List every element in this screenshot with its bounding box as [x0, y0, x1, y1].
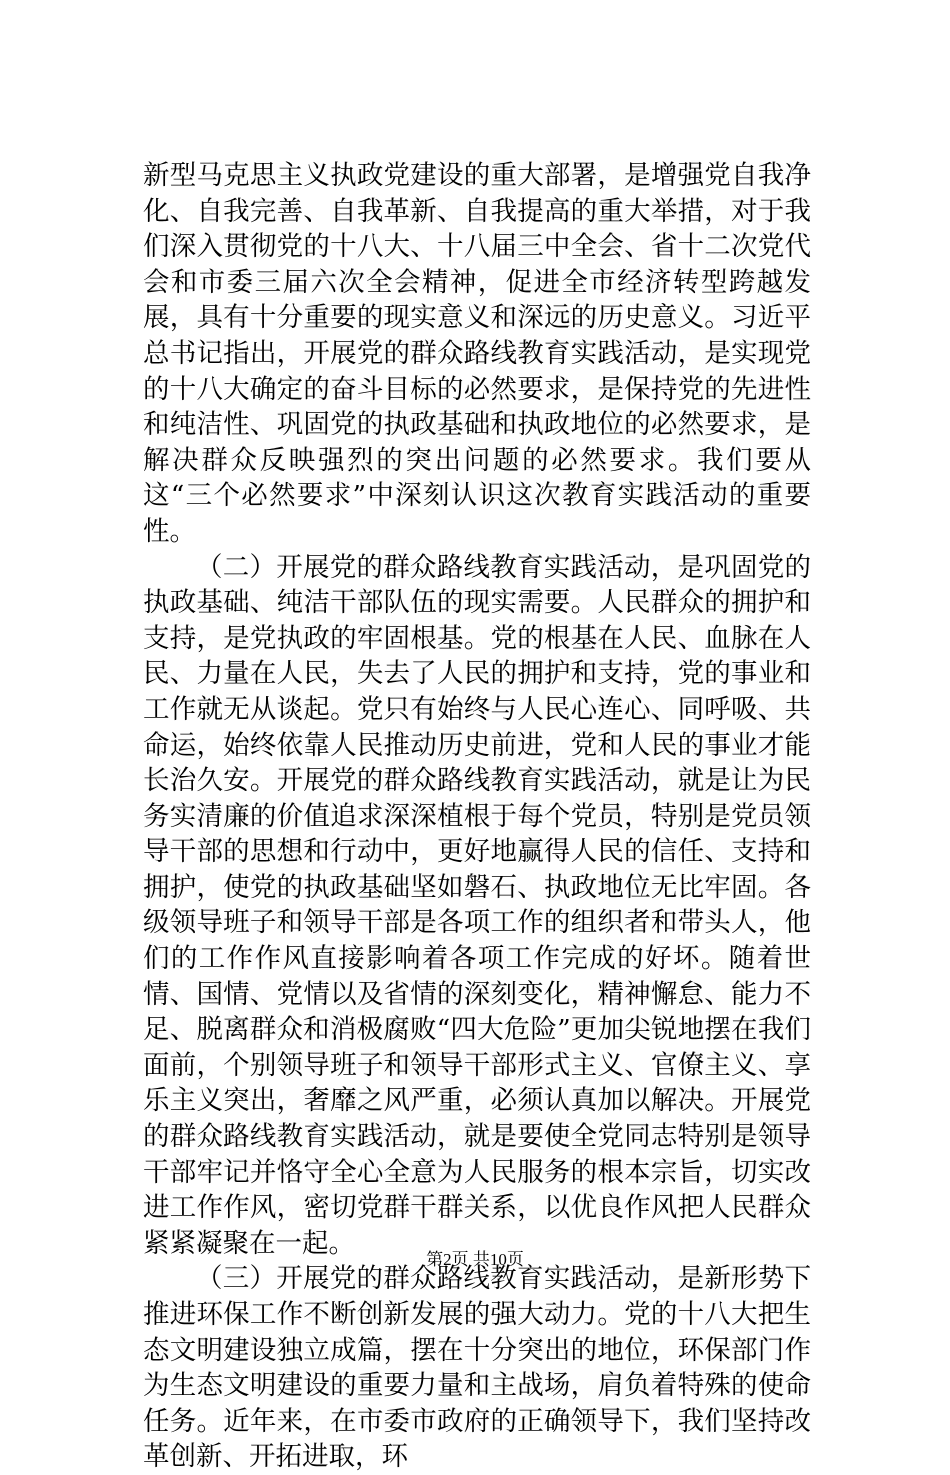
paragraph-section-3: （三）开展党的群众路线教育实践活动，是新形势下推进环保工作不断创新发展的强大动力。党的十八大把生态文明建设独立成篇，摆在十分突出的地位，环保部门作为生态文明建设的重要力量和主战场，肩负着特殊的使命任务。近年来，在市委市政府的正确领导下，我们坚持改革创新、开拓进取，环 — [143, 1263, 811, 1473]
paragraph-continued: 新型马克思主义执政党建设的重大部署，是增强党自我净化、自我完善、自我革新、自我提高的重大举措，对于我们深入贯彻党的十八大、十八届三中全会、省十二次党代会和市委三届六次全会精神，促进全市经济转型跨越发展，具有十分重要的现实意义和深远的历史意义。习近平总书记指出，开展党的群众路线教育实践活动，是实现党的十八大确定的奋斗目标的必然要求，是保持党的先进性和纯洁性、巩固党的执政基础和执政地位的必然要求，是解决群众反映强烈的突出问题的必然要求。我们要从这“三个必然要求”中深刻认识这次教育实践活动的重要性。 — [143, 160, 811, 547]
paragraph-section-2: （二）开展党的群众路线教育实践活动，是巩固党的执政基础、纯洁干部队伍的现实需要。人民群众的拥护和支持，是党执政的牢固根基。党的根基在人民、血脉在人民、力量在人民，失去了人民的拥护和支持，党的事业和工作就无从谈起。党只有始终与人民心连心、同呼吸、共命运，始终依靠人民推动历史前进，党和人民的事业才能长治久安。开展党的群众路线教育实践活动，就是让为民务实清廉的价值追求深深植根于每个党员，特别是党员领导干部的思想和行动中，更好地赢得人民的信任、支持和拥护，使党的执政基础坚如磐石、执政地位无比牢固。各级领导班子和领导干部是各项工作的组织者和带头人，他们的工作作风直接影响着各项工作完成的好坏。随着世情、国情、党情以及省情的深刻变化，精神懈怠、能力不足、脱离群众和消极腐败“四大危险”更加尖锐地摆在我们面前，个别领导班子和领导干部形式主义、官僚主义、享乐主义突出，奢靡之风严重，必须认真加以解决。开展党的群众路线教育实践活动，就是要使全党同志特别是领导干部牢记并恪守全心全意为人民服务的根本宗旨，切实改进工作作风，密切党群干群关系，以优良作风把人民群众紧紧凝聚在一起。 — [143, 551, 811, 1259]
page-footer: 第2页 共10页 — [426, 1250, 524, 1269]
body-text — [143, 158, 811, 1475]
